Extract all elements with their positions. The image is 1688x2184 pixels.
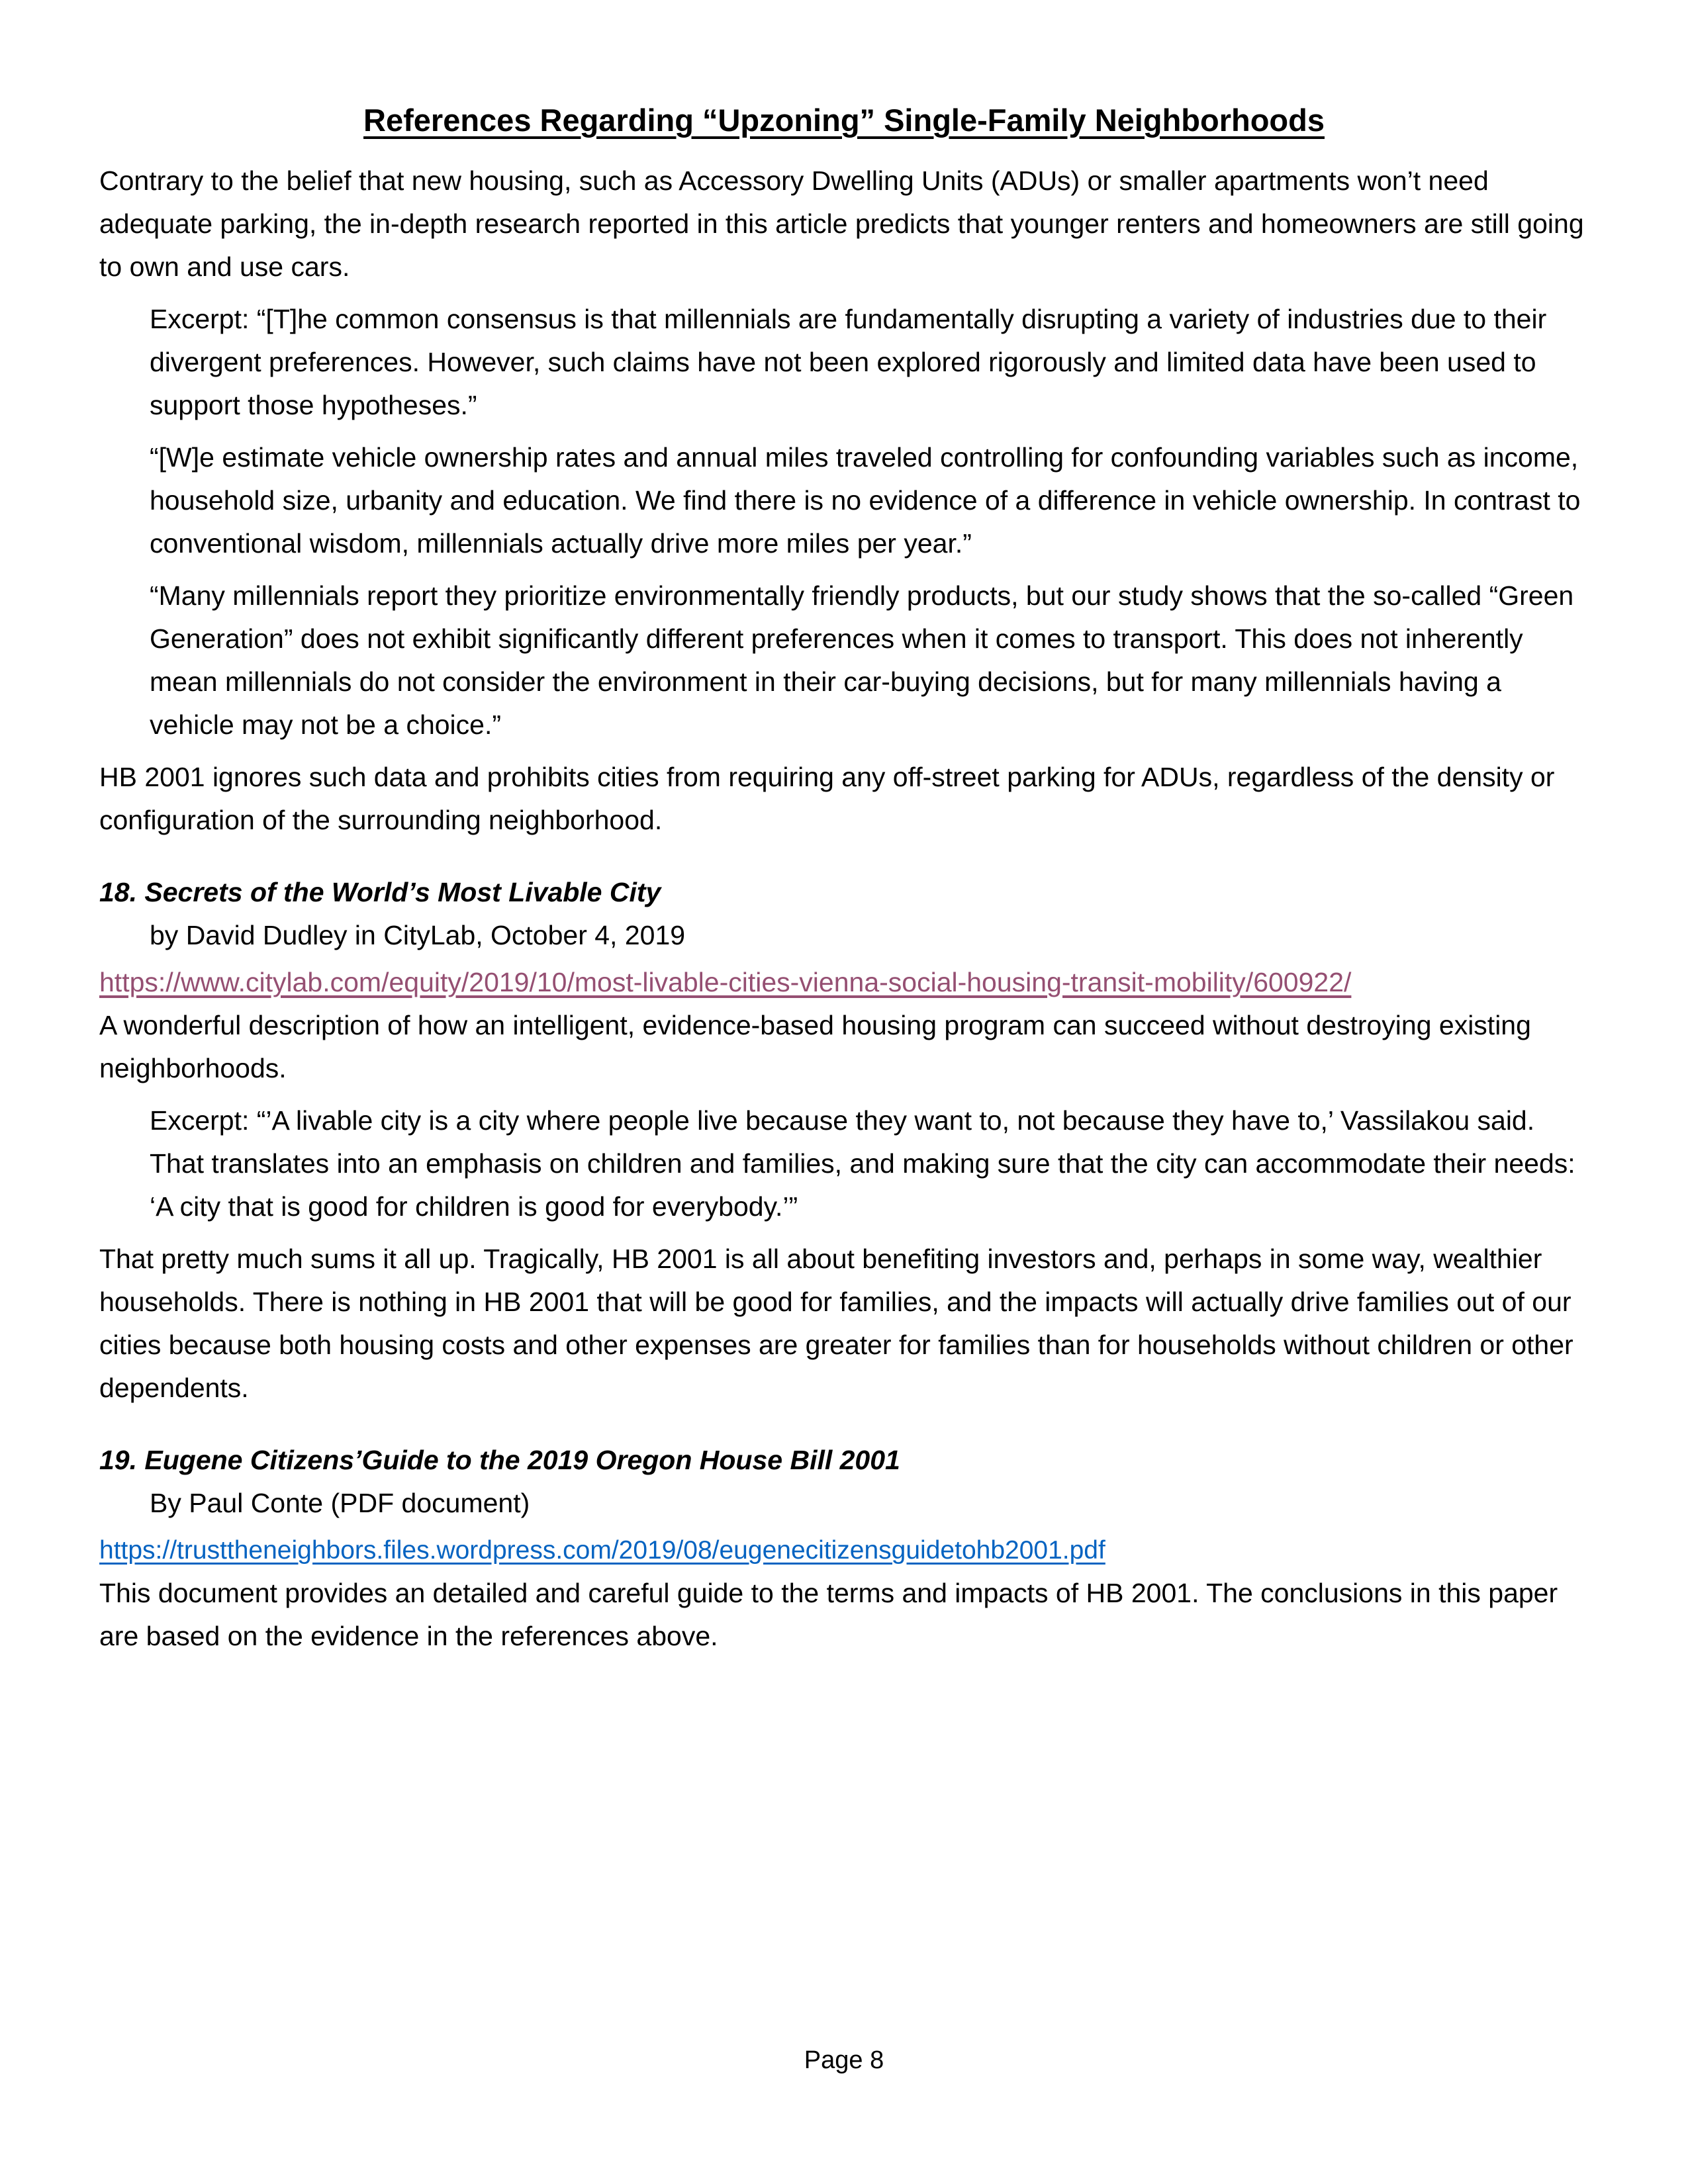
intro-excerpt-2: “[W]e estimate vehicle ownership rates and annual miles traveled controlling for confounding variables such as income, household size, urbanity and education. We find there is no evidence of a difference in vehicle ownership. In contrast to conventional wisdom, millennials actually drive more miles per year.” [150,442,1581,559]
reference-18-heading: 18. Secrets of the World’s Most Livable City [99,877,661,908]
document-page [99,99,1589,1658]
reference-19 [99,1439,1589,1658]
page-title: References Regarding “Upzoning” Single-Family Neighborhoods [363,103,1325,138]
reference-19-heading: 19. Eugene Citizens’Guide to the 2019 Oregon House Bill 2001 [99,1445,900,1476]
reference-19-byline: By Paul Conte (PDF document) [150,1488,530,1519]
reference-18-commentary: That pretty much sums it all up. Tragically, HB 2001 is all about benefiting investors and, perhaps in some way, wealthier households. There is nothing in HB 2001 that will be good for families, and the impacts will actually drive families out of our cities because both housing costs and other expenses are greater for families than for households without children or other dependents. [99,1244,1573,1404]
reference-18 [99,871,1589,1410]
reference-18-link[interactable]: https://www.citylab.com/equity/2019/10/most-livable-cities-vienna-social-housing-transit-mobility/600922/ [99,967,1352,998]
reference-19-link[interactable]: https://trusttheneighbors.files.wordpress.com/2019/08/eugenecitizensguidetohb2001.pdf [99,1536,1105,1565]
reference-19-description: This document provides an detailed and careful guide to the terms and impacts of HB 2001. The conclusions in this paper are based on the evidence in the references above. [99,1578,1558,1652]
page-number: Page 8 [804,2046,884,2074]
intro-conclusion: HB 2001 ignores such data and prohibits cities from requiring any off-street parking for ADUs, regardless of the density or configuration of the surrounding neighborhood. [99,762,1555,836]
reference-18-byline: by David Dudley in CityLab, October 4, 2019 [150,920,686,951]
intro-excerpt-3: “Many millennials report they prioritize environmentally friendly products, but our study shows that the so-called “Green Generation” does not exhibit significantly different preferences when it comes to transport. This does not inherently mean millennials do not consider the environment in their car-buying decisions, but for many millennials having a vehicle may not be a choice.” [150,580,1574,741]
intro-excerpt-1: Excerpt: “[T]he common consensus is that millennials are fundamentally disrupting a variety of industries due to their divergent preferences. However, such claims have not been explored rigorously and limited data have been used to support those hypotheses.” [150,304,1547,421]
reference-18-description: A wonderful description of how an intelligent, evidence-based housing program can succeed without destroying existing neighborhoods. [99,1010,1531,1084]
intro-paragraph: Contrary to the belief that new housing, such as Accessory Dwelling Units (ADUs) or smaller apartments won’t need adequate parking, the in-depth research reported in this article predicts that younger renters and homeowners are still going to own and use cars. [99,165,1584,283]
reference-18-excerpt: Excerpt: “’A livable city is a city where people live because they want to, not because they have to,’ Vassilakou said. That translates into an emphasis on children and families, and making sure that the city can accommodate their needs: ‘A city that is good for children is good for everybody.’” [150,1105,1575,1222]
